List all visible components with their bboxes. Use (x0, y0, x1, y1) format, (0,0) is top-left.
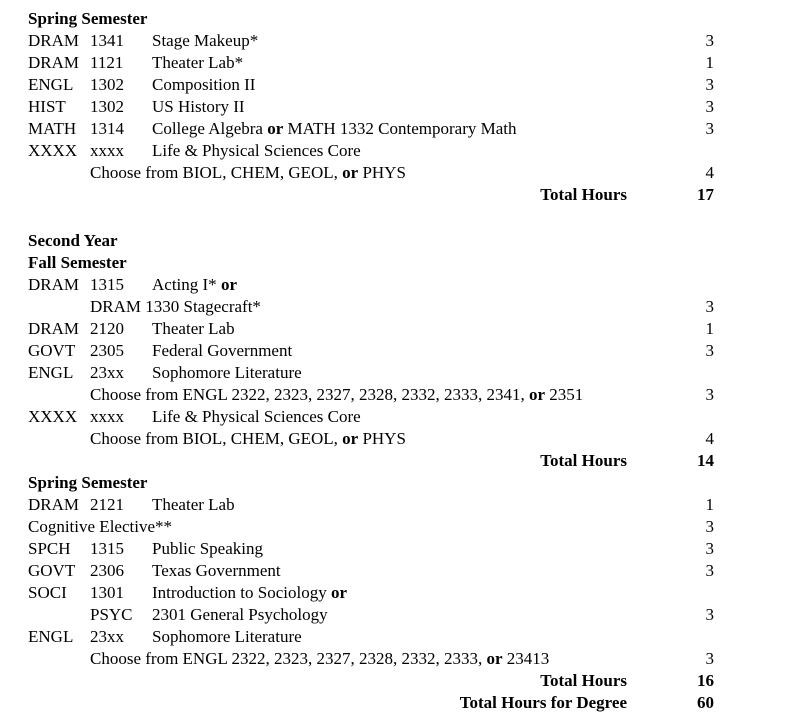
course-number: 1315 (90, 275, 124, 294)
course-dept: SPCH (28, 539, 71, 558)
course-row (0, 96, 800, 118)
course-dept: MATH (28, 119, 77, 138)
course-row (0, 140, 800, 162)
course-title: Cognitive Elective** (28, 517, 172, 536)
course-number: 1302 (90, 75, 124, 94)
course-title: Life & Physical Sciences Core (152, 141, 361, 160)
course-dept: SOCI (28, 583, 67, 602)
course-row (0, 30, 800, 52)
course-number: 1341 (90, 31, 124, 50)
course-dept: XXXX (28, 407, 78, 426)
course-credits: 3 (705, 517, 714, 536)
course-title: Federal Government (152, 341, 293, 360)
course-row (0, 560, 800, 582)
course-row (0, 340, 800, 362)
course-credits: 4 (705, 163, 714, 182)
course-dept: GOVT (28, 341, 76, 360)
total-hours-value: 14 (697, 451, 714, 470)
course-credits: 1 (705, 319, 714, 338)
course-title: Theater Lab (152, 495, 235, 514)
course-title: Life & Physical Sciences Core (152, 407, 361, 426)
course-dept: DRAM (28, 53, 80, 72)
course-dept: XXXX (28, 141, 78, 160)
total-hours-label: Total Hours (540, 671, 627, 690)
course-number: 1302 (90, 97, 124, 116)
degree-total-label: Total Hours for Degree (459, 693, 627, 712)
course-title: College Algebra or MATH 1332 Contemporary Math (152, 119, 517, 138)
course-dept: ENGL (28, 363, 74, 382)
course-row (0, 494, 800, 516)
course-row (0, 604, 800, 626)
course-credits: 3 (705, 75, 714, 94)
total-hours-row (0, 184, 800, 206)
total-hours-row (0, 670, 800, 692)
course-credits: 3 (705, 31, 714, 50)
fall-semester-heading: Fall Semester (28, 253, 127, 272)
course-title: Public Speaking (152, 539, 263, 558)
course-credits: 3 (705, 561, 714, 580)
course-title: Sophomore Literature (152, 363, 302, 382)
course-dept: DRAM (28, 31, 80, 50)
course-number: 2306 (90, 561, 124, 580)
course-number: 2120 (90, 319, 124, 338)
course-title: 2301 General Psychology (152, 605, 328, 624)
course-row (0, 118, 800, 140)
course-number: 2121 (90, 495, 124, 514)
course-credits: 1 (705, 495, 714, 514)
course-number: 23xx (90, 363, 124, 382)
course-row (0, 582, 800, 604)
course-row (0, 74, 800, 96)
course-note-row (0, 384, 800, 406)
course-credits: 3 (705, 539, 714, 558)
course-number: 1314 (90, 119, 124, 138)
course-number: xxxx (90, 407, 124, 426)
course-note-row (0, 296, 800, 318)
course-row (0, 626, 800, 648)
course-row (0, 516, 800, 538)
course-row (0, 406, 800, 428)
course-title: Introduction to Sociology or (152, 583, 348, 602)
course-note: Choose from BIOL, CHEM, GEOL, or PHYS (90, 429, 406, 448)
course-title: Sophomore Literature (152, 627, 302, 646)
course-dept: DRAM (28, 275, 80, 294)
course-title: Theater Lab (152, 319, 235, 338)
course-credits: 3 (705, 297, 714, 316)
total-hours-label: Total Hours (540, 451, 627, 470)
course-number: xxxx (90, 141, 124, 160)
course-note: Choose from BIOL, CHEM, GEOL, or PHYS (90, 163, 406, 182)
second-year-heading: Second Year (28, 231, 118, 250)
course-note-row (0, 428, 800, 450)
course-number: 1315 (90, 539, 124, 558)
course-number: 1301 (90, 583, 124, 602)
course-note-row (0, 648, 800, 670)
course-credits: 3 (705, 385, 714, 404)
course-note-row (0, 162, 800, 184)
course-title: DRAM 1330 Stagecraft* (90, 297, 261, 316)
course-row (0, 52, 800, 74)
course-row (0, 362, 800, 384)
course-title: US History II (152, 97, 245, 116)
course-dept: PSYC (90, 605, 133, 624)
total-hours-value: 17 (697, 185, 714, 204)
course-dept: DRAM (28, 319, 80, 338)
course-number: 23xx (90, 627, 124, 646)
degree-total-row (0, 692, 800, 714)
course-title: Stage Makeup* (152, 31, 259, 50)
degree-total-value: 60 (697, 693, 714, 712)
total-hours-row (0, 450, 800, 472)
course-title: Acting I* or (152, 275, 237, 294)
course-number: 1121 (90, 53, 124, 72)
course-credits: 3 (705, 119, 714, 138)
spring-semester-heading: Spring Semester (28, 9, 148, 28)
course-row (0, 274, 800, 296)
course-number: 2305 (90, 341, 124, 360)
course-credits: 4 (705, 429, 714, 448)
course-dept: HIST (28, 97, 66, 116)
course-dept: ENGL (28, 75, 74, 94)
total-hours-label: Total Hours (540, 185, 627, 204)
course-note: Choose from ENGL 2322, 2323, 2327, 2328, 2332, 2333, or 23413 (90, 649, 550, 668)
spring-semester-heading: Spring Semester (28, 473, 148, 492)
course-dept: ENGL (28, 627, 74, 646)
total-hours-value: 16 (697, 671, 714, 690)
course-row (0, 318, 800, 340)
course-title: Composition II (152, 75, 256, 94)
course-row (0, 538, 800, 560)
course-note: Choose from ENGL 2322, 2323, 2327, 2328, 2332, 2333, 2341, or 2351 (90, 385, 584, 404)
course-credits: 3 (705, 97, 714, 116)
course-credits: 3 (705, 605, 714, 624)
course-credits: 3 (705, 341, 714, 360)
course-dept: GOVT (28, 561, 76, 580)
course-credits: 3 (705, 649, 714, 668)
course-dept: DRAM (28, 495, 80, 514)
course-title: Texas Government (152, 561, 281, 580)
course-credits: 1 (705, 53, 714, 72)
course-title: Theater Lab* (152, 53, 244, 72)
